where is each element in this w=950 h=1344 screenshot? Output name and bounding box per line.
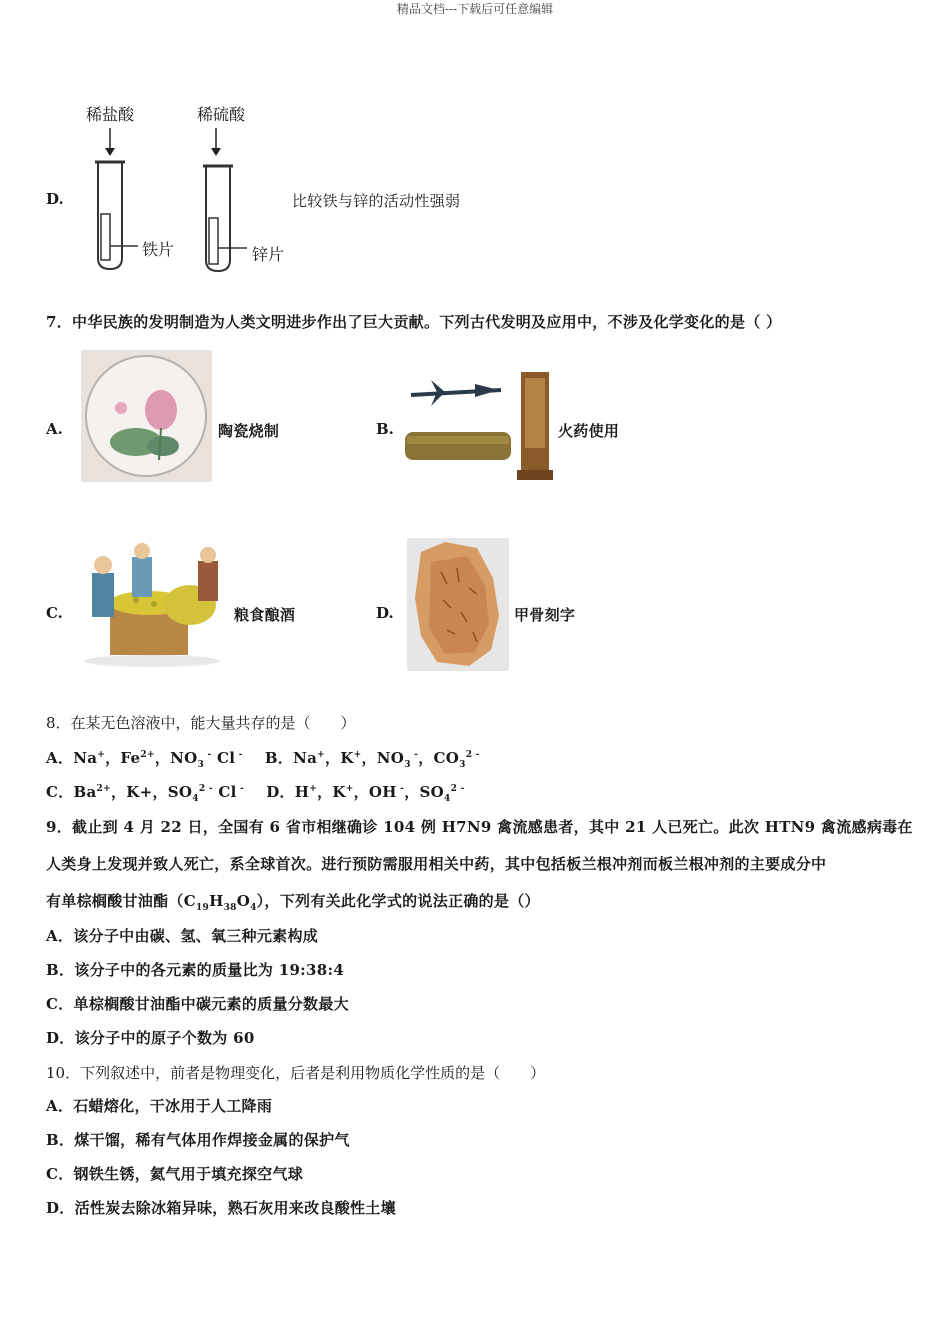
acid1-label: 稀盐酸 [86, 105, 135, 124]
q8-option-cd [46, 781, 465, 804]
q8-stem: 8．在某无色溶液中，能大量共存的是（ ） [46, 714, 356, 732]
q8-c-label: C． [46, 783, 74, 801]
q9-line1: 9．截止到 4 月 22 日，全国有 6 省市相继确诊 104 例 H7N9 禽流感患者，其中 21 人已死亡。此次 HTN9 禽流感病毒在 [46, 818, 913, 836]
q7-a-text: 陶瓷烧制 [218, 422, 280, 440]
porcelain-plate-image [81, 350, 212, 482]
q9-line3-post: ），下列有关此化学式的说法正确的是（） [256, 892, 540, 910]
q8-a-ions: Na+，$Fe^{2+}$，$NO_3$ - Cl - [73, 749, 243, 770]
q9-line2: 人类身上发现并致人死亡，系全球首次。进行预防需服用相关中药，其中包括板兰根冲剂而板兰根冲剂的主要成分中 [46, 855, 827, 873]
q9-option-b: B．该分子中的各元素的质量比为 19:38:4 [46, 961, 345, 979]
q7-c-text: 粮食酿酒 [234, 606, 296, 624]
q10-option-b: B．煤干馏，稀有气体用作焊接金属的保护气 [46, 1131, 350, 1149]
q8-b-ions: Na+，K+，$NO_3$ -，$CO_3^{2 -}$ [293, 749, 480, 770]
q7-b-label: B. [376, 420, 394, 438]
q7-b-text: 火药使用 [558, 422, 620, 440]
q7-c-label: C. [46, 604, 63, 622]
q10-option-a: A．石蜡熔化，干冰用于人工降雨 [46, 1097, 273, 1115]
q9-option-d: D．该分子中的原子个数为 60 [46, 1029, 255, 1047]
q10-option-c: C．钢铁生锈，氦气用于填充探空气球 [46, 1165, 304, 1183]
q10-option-d: D．活性炭去除冰箱异味，熟石灰用来改良酸性土壤 [46, 1199, 396, 1217]
q7-stem: 7．中华民族的发明制造为人类文明进步作出了巨大贡献。下列古代发明及应用中，不涉及化学变化的是（ ） [46, 313, 782, 331]
metal1-label: 铁片 [142, 240, 175, 259]
page-header: 精品文档---下载后可任意编辑 [396, 2, 554, 16]
q8-option-ab [46, 747, 480, 770]
gunpowder-weapons-image [403, 370, 555, 485]
q6-option-d-label: D. [46, 190, 64, 208]
q9-line3-pre: 有单棕榈酸甘油酯（C [46, 892, 196, 910]
q7-a-label: A. [46, 420, 63, 438]
q9-option-a: A．该分子中由碳、氢、氧三种元素构成 [46, 927, 319, 945]
metal2-label: 锌片 [252, 245, 285, 264]
q6-option-d-text: 比较铁与锌的活动性强弱 [292, 192, 461, 210]
q7-d-text: 甲骨刻字 [514, 606, 576, 624]
oracle-bone-image [407, 538, 509, 671]
q8-d-ions: H+，K+，OH -，$SO_4^{2 -}$ [294, 783, 465, 804]
brewing-wine-image [80, 543, 225, 671]
acid2-label: 稀硫酸 [197, 105, 246, 124]
q8-d-label: D． [266, 783, 295, 801]
q9-option-c: C．单棕榈酸甘油酯中碳元素的质量分数最大 [46, 995, 349, 1013]
q9-line3: 有单棕榈酸甘油酯$(C_{19}H_{38}O_4)$，下列有关此化学式的说法正确的是（） [46, 892, 540, 913]
q8-c-ions: $Ba^{2+}$，K+，$SO_4^{2 -}$ Cl - [73, 783, 245, 804]
q7-d-label: D. [376, 604, 394, 622]
q8-a-label: A． [46, 749, 74, 767]
q8-b-label: B． [264, 749, 294, 767]
q10-stem: 10．下列叙述中，前者是物理变化，后者是利用物质化学性质的是（ ） [46, 1064, 546, 1082]
